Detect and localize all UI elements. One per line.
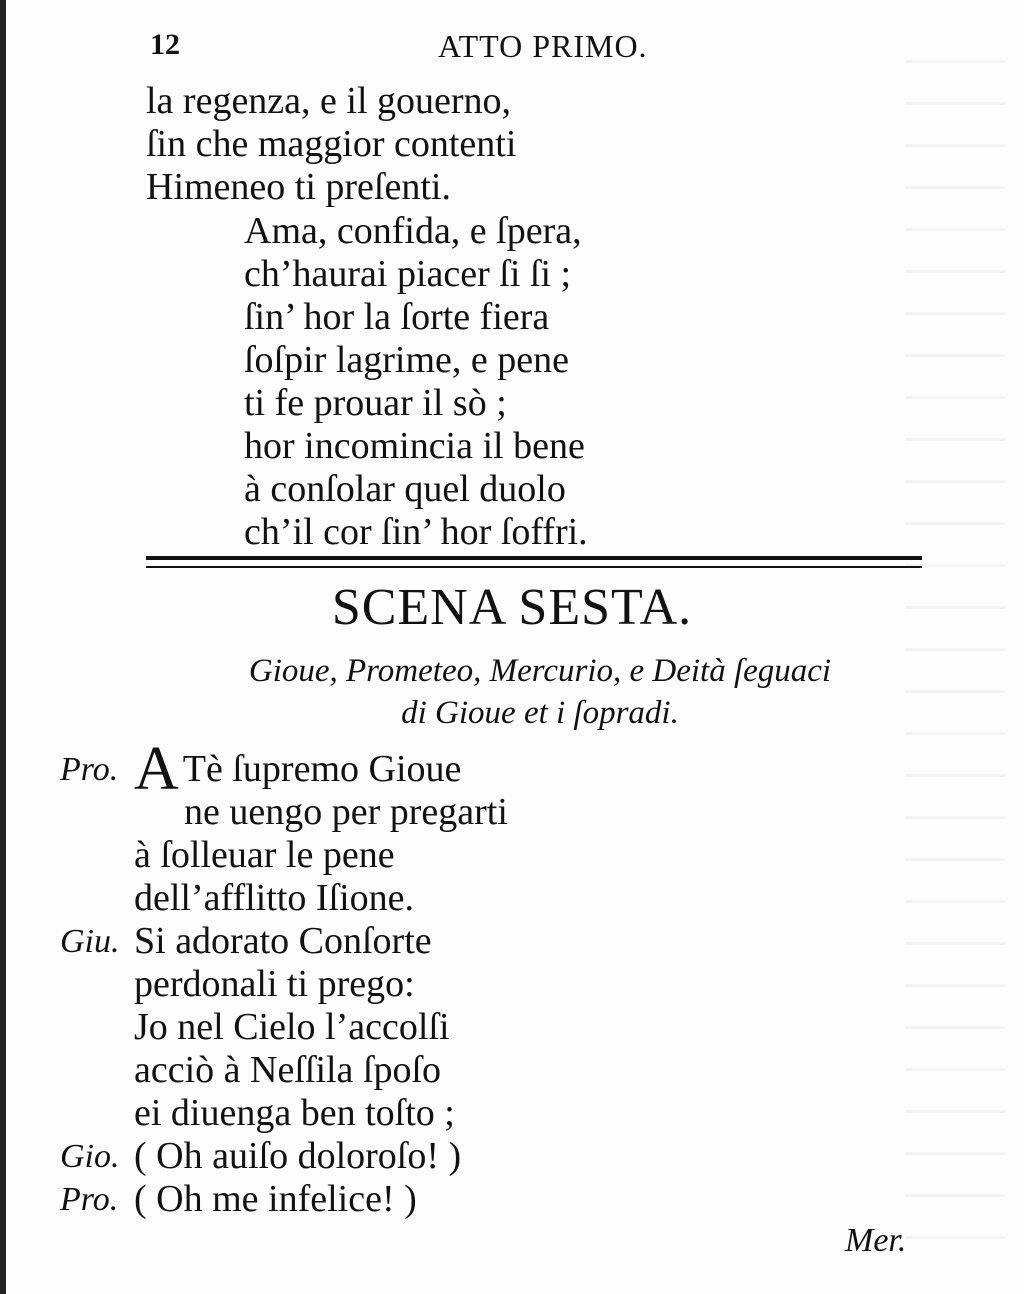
- section-divider-rule: [146, 556, 922, 568]
- speaker-label: Giu.: [60, 923, 120, 960]
- dialogue-line: [0, 1178, 1024, 1221]
- drop-capital: A: [134, 735, 179, 803]
- dialogue-line: [0, 1049, 1024, 1092]
- verse-line: ch’il cor ſin’ hor ſoffri.: [244, 511, 588, 553]
- catchword: Mer.: [845, 1222, 907, 1259]
- dialogue-text: Jo nel Cielo l’accolſi: [134, 1006, 450, 1048]
- dialogue-line: [0, 834, 1024, 877]
- dialogue-line: [0, 735, 1024, 803]
- verse-line: Himeneo ti preſenti.: [146, 166, 451, 208]
- dialogue-line: [0, 877, 1024, 920]
- scene-title: SCENA SESTA.: [331, 579, 693, 636]
- verse-line: la regenza, e il gouerno,: [146, 80, 512, 122]
- dialogue-text: Si adorato Conſorte: [134, 920, 432, 962]
- dialogue-line: [0, 1006, 1024, 1049]
- verse-block-1: [146, 80, 516, 209]
- verse-line: ſin che maggior contenti: [146, 123, 517, 165]
- verse-line: ch’haurai piacer ſi ſi ;: [244, 253, 572, 295]
- speaker-label: Gio.: [60, 1138, 120, 1175]
- dialogue-text: perdonali ti prego:: [134, 963, 415, 1005]
- verse-block-2: [244, 210, 588, 554]
- dialogue-text: acciò à Neſſila ſpoſo: [134, 1049, 442, 1091]
- speaker-label: Pro.: [60, 751, 119, 788]
- dialogue-line: [0, 791, 1024, 834]
- cast-line: Gioue, Prometeo, Mercurio, e Deità ſeguaci: [248, 653, 832, 689]
- dialogue-block: [0, 735, 1024, 1221]
- verse-line: à conſolar quel duolo: [244, 468, 566, 510]
- verse-line: Ama, confida, e ſpera,: [244, 210, 582, 252]
- verse-line: ſoſpir lagrime, e pene: [244, 339, 569, 381]
- dialogue-text: Tè ſupremo Gioue: [182, 748, 462, 790]
- page-header: [150, 28, 690, 68]
- dialogue-line: [0, 1135, 1024, 1178]
- dialogue-text: dell’afflitto Iſione.: [134, 877, 414, 919]
- speaker-label: Pro.: [60, 1181, 119, 1218]
- dialogue-text: ( Oh me infelice! ): [134, 1178, 417, 1220]
- running-head: ATTO PRIMO.: [438, 28, 648, 64]
- dialogue-line: [0, 920, 1024, 963]
- dialogue-text: à ſolleuar le pene: [134, 834, 395, 876]
- verse-line: ti fe prouar il sò ;: [244, 382, 507, 424]
- dialogue-text: ne uengo per pregarti: [184, 791, 508, 833]
- cast-line: di Gioue et i ſopradi.: [401, 695, 679, 731]
- dialogue-line: [0, 963, 1024, 1006]
- cast-list: [140, 650, 940, 734]
- dialogue-text: ( Oh auiſo doloroſo! ): [134, 1135, 462, 1177]
- dialogue-text: ei diuenga ben toſto ;: [134, 1092, 455, 1134]
- verse-line: hor incomincia il bene: [244, 425, 585, 467]
- dialogue-line: [0, 1092, 1024, 1135]
- page-number: 12: [150, 28, 180, 61]
- verse-line: ſin’ hor la ſorte fiera: [244, 296, 550, 338]
